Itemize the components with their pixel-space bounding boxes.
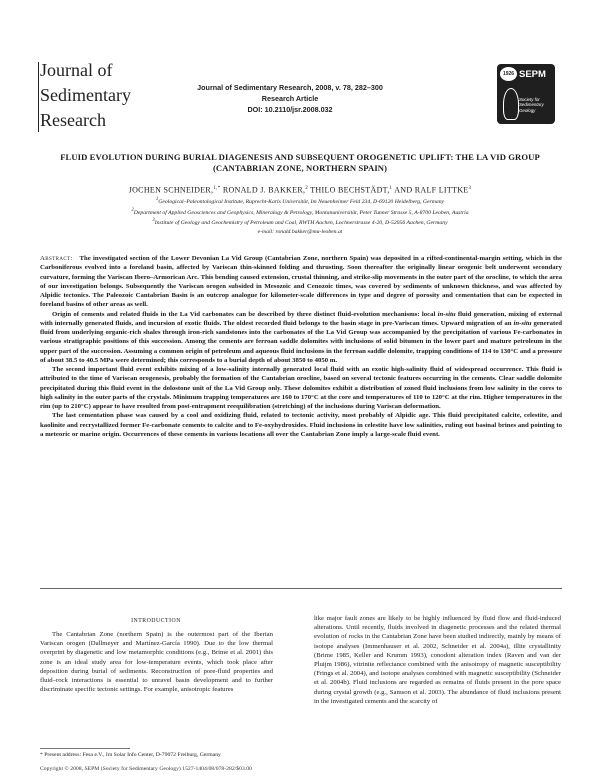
aff1-text: Geological–Paleontological Institute, Ruprecht-Karls Universität, Im Neuenheimer Feld 234, D-69120 Heidelberg, Germany: [158, 198, 445, 205]
left-column: [40, 630, 273, 694]
abstract-p2-em1: in-situ: [437, 310, 456, 318]
email: e-mail: ronald.bakker@mu-leoben.at: [257, 228, 343, 235]
aff1-sup: 1: [155, 197, 159, 202]
journal-info: [170, 82, 410, 115]
abstract-p1: [40, 254, 562, 310]
affiliation-3: [40, 217, 560, 228]
sepm-tagline: Society for Sedimentary Geology: [519, 97, 544, 113]
journal-name-line2: Sedimentary: [40, 85, 131, 105]
aff3-text: Institute of Geology and Geochemistry of Petroleum and Coal, RWTH Aachen, Lochnerstrasse 4-20, D-52056 Aachen, Germany: [154, 220, 448, 227]
journal-name: [40, 58, 190, 133]
abstract-p4: The last cementation phase was caused by a cool and oxidizing fluid, related to tectonic activity, most probably of Alpidic age. This fluid precipitated calcite, celestite, and kaolinite and recrystallized former Fe-carbonate cements to calcite and to Fe-oxyhydroxides. Fluid inclusions in celestite have low salinities, ruling out basinal brines and pointing to a meteoric or marine origin. Occurrences of these cements in various locations all over the Cantabrian Zone imply a large-scale fluid event.: [40, 412, 562, 438]
article-type: Research Article: [261, 94, 319, 103]
citation: Journal of Sedimentary Research, 2008, v. 78, 282–300: [197, 83, 383, 92]
intro-left-paragraph: The Cantabrian Zone (northern Spain) is the outermost part of the Iberian Variscan orogen (Dallmeyer and Martínez-García 1990). Due to the low thermal overprint by diagenetic and low metamorphic conditions (e.g., Brime et al. 2001) this zone is an ideal study area for low-temperature events, which took place after deposition during burial of sediments. Reconstruction of pore-fluid properties and fluid–rock interactions is essential to unravel basin development and to further discriminate specific tectonic settings. For example, anisotropic features: [40, 631, 273, 694]
author-2: RONALD J. BAKKER,: [220, 185, 306, 195]
author-4: AND RALF LITTKE: [392, 185, 469, 195]
doi: DOI: 10.2110/jsr.2008.032: [247, 105, 333, 114]
author-4-sup: 3: [468, 186, 472, 191]
section-divider: [40, 588, 562, 589]
aff2-text: Department of Applied Geosciences and Geophysics, Mineralogy & Petrology, Montanuniversität, Peter Tunner Strasse 5, A-8700 Leoben, Austria: [133, 209, 469, 216]
abstract: [40, 254, 562, 439]
aff3-sup: 3: [152, 218, 155, 224]
footnote: * Present address: Fesa e.V., Im Solar Info Center, D-79072 Freiburg, Germany: [40, 752, 221, 758]
abstract-p1-text: The investigated section of the Lower Devonian La Vid Group (Cantabrian Zone, northern Spain) was deposited in a rifted-continental-margin setting, which in the Carboniferous evolved into a foreland basin, affected by Variscan thin-skinned folding and thrusting. Soon thereafter the originally linear orogenic belt underwent secondary curvature, forming the Variscan Ibero–Armorican Arc. This bending caused extension, crustal thinning, and strike-slip movements in the outer part of the orocline, to which the area of our investigation belongs. Subsequently the Variscan orogen subsided in Mesozoic and Cenozoic times, was covered by sediments of unknown thickness, and was affected by Alpidic tectonics. The Paleozoic Cantabrian Basin is an outcrop analogue for kilometer-scale differences in type and degree of porosity and cementation that can be expected in foreland basins of other areas as well.: [40, 255, 563, 309]
abstract-p2c: generated fluid from underlying organic-rich shales through iron-rich sandstones into the carbonates of the La Vid Group was accompanied by the precipitation of various Fe-carbonates in various stratigraphic positions of this succession. Among the cements are ferroan saddle dolomites with inclusions of solid bitumen in the lower part and mature petroleum in the upper part of the succession. Assuming a common origin of petroleum and aqueous fluid inclusions in the ferroan saddle dolomite, trapping conditions of 114 to 130°C and a pressure of about 38.5 to 40.5 MPa were determined; this corresponds to a burial depth of about 3850 to 4050 m.: [40, 319, 562, 364]
author-1: JOCHEN SCHNEIDER,: [128, 185, 214, 195]
affiliation-2: [40, 207, 560, 218]
aff2-sup: 2: [131, 207, 134, 213]
introduction-heading: INTRODUCTION: [131, 618, 181, 624]
affiliation-1: [40, 196, 560, 207]
abstract-p2-em2: in-situ: [513, 319, 532, 327]
globe-icon: [503, 88, 519, 120]
journal-rule: [38, 62, 39, 132]
author-list: [40, 184, 560, 196]
intro-right-paragraph: like major fault zones are likely to be highly influenced by fluid flow and fluid-induced alterations. Until recently, fluids involved in diagenetic processes and the related thermal evolution of rocks in the Cantabrian Zone have been studied indirectly, mainly by means of isotope analyses (Immenhauser et al. 2002, Schneider et al. 2004a), illite crystallinity (Brime 1985, Keller and Krumm 1993), conodont alteration index (Raven and van der Pluijm 1986), vitrinite reflectance combined with the anisotropy of magnetic susceptibility (Frings et al. 2004), and isotope analyses combined with magnetic susceptibility (Schneider et al. 2004b). Fluid inclusions are regarded as remains of fluids present in the pore space during crystal growth (e.g., Samson et al. 2003). The abundance of fluid inclusions present in the investigated cements and the scarcity of: [314, 615, 561, 705]
abstract-p2a: Origin of cements and related fluids in the La Vid carbonates can be described by three distinct fluid-evolution mechanisms: local: [52, 310, 438, 318]
sepm-name: SEPM: [519, 69, 546, 80]
copyright: Copyright © 2008, SEPM (Society for Sedimentary Geology) 1527-1404/08/078-282/$03.00: [40, 766, 252, 772]
journal-name-line3: Research: [40, 110, 106, 130]
abstract-p2: [40, 310, 562, 366]
sepm-year: 1926: [500, 67, 517, 81]
article-title: FLUID EVOLUTION DURING BURIAL DIAGENESIS AND SUBSEQUENT OROGENETIC UPLIFT: THE LA VID GROUP (CANTABRIAN ZONE, NORTHERN SPAIN): [60, 152, 540, 173]
author-2-sup: 2: [305, 186, 309, 191]
journal-name-line1: Journal of: [40, 60, 113, 80]
sepm-logo: [497, 64, 555, 124]
abstract-p2b: fluid generation, mixing of external with internally generated fluids, and incursion of exotic fluids. The oldest recorded fluid belongs to the basin stage in pre-Variscan times. Upward migration of an: [40, 310, 562, 327]
author-3-sup: 1: [389, 186, 393, 191]
abstract-label: Abstract:: [40, 255, 73, 262]
footnote-rule: [40, 748, 130, 749]
author-3: THILO BECHSTÄDT,: [308, 185, 390, 195]
abstract-p3: The second important fluid event exhibits mixing of a low-salinity internally generated local fluid with an exotic high-salinity fluid of widespread occurrence. This fluid is attributed to the time of Variscan orogenesis, probably the formation of the Cantabrian orocline, based on several tectonic features occurring in the cements. Clear saddle dolomite precipitated during this fluid event in the dolostone unit of the La Vid Group only. These dolomites exhibit a distribution of zoned fluid inclusions from low salinity in the cores to high salinity in the outer parts of the crystals. Minimum trapping temperatures are 160 to 170°C at the core and temperatures of 110 to 120°C at the rim. Higher temperatures in the rim (up to 210°C) appear to have resulted from post-entrapment reequilibration (stretching) of the inclusions during Variscan deformation.: [40, 366, 562, 410]
right-column: [314, 614, 561, 706]
affiliations: [40, 196, 560, 236]
author-1-sup: 1,*: [213, 186, 221, 191]
